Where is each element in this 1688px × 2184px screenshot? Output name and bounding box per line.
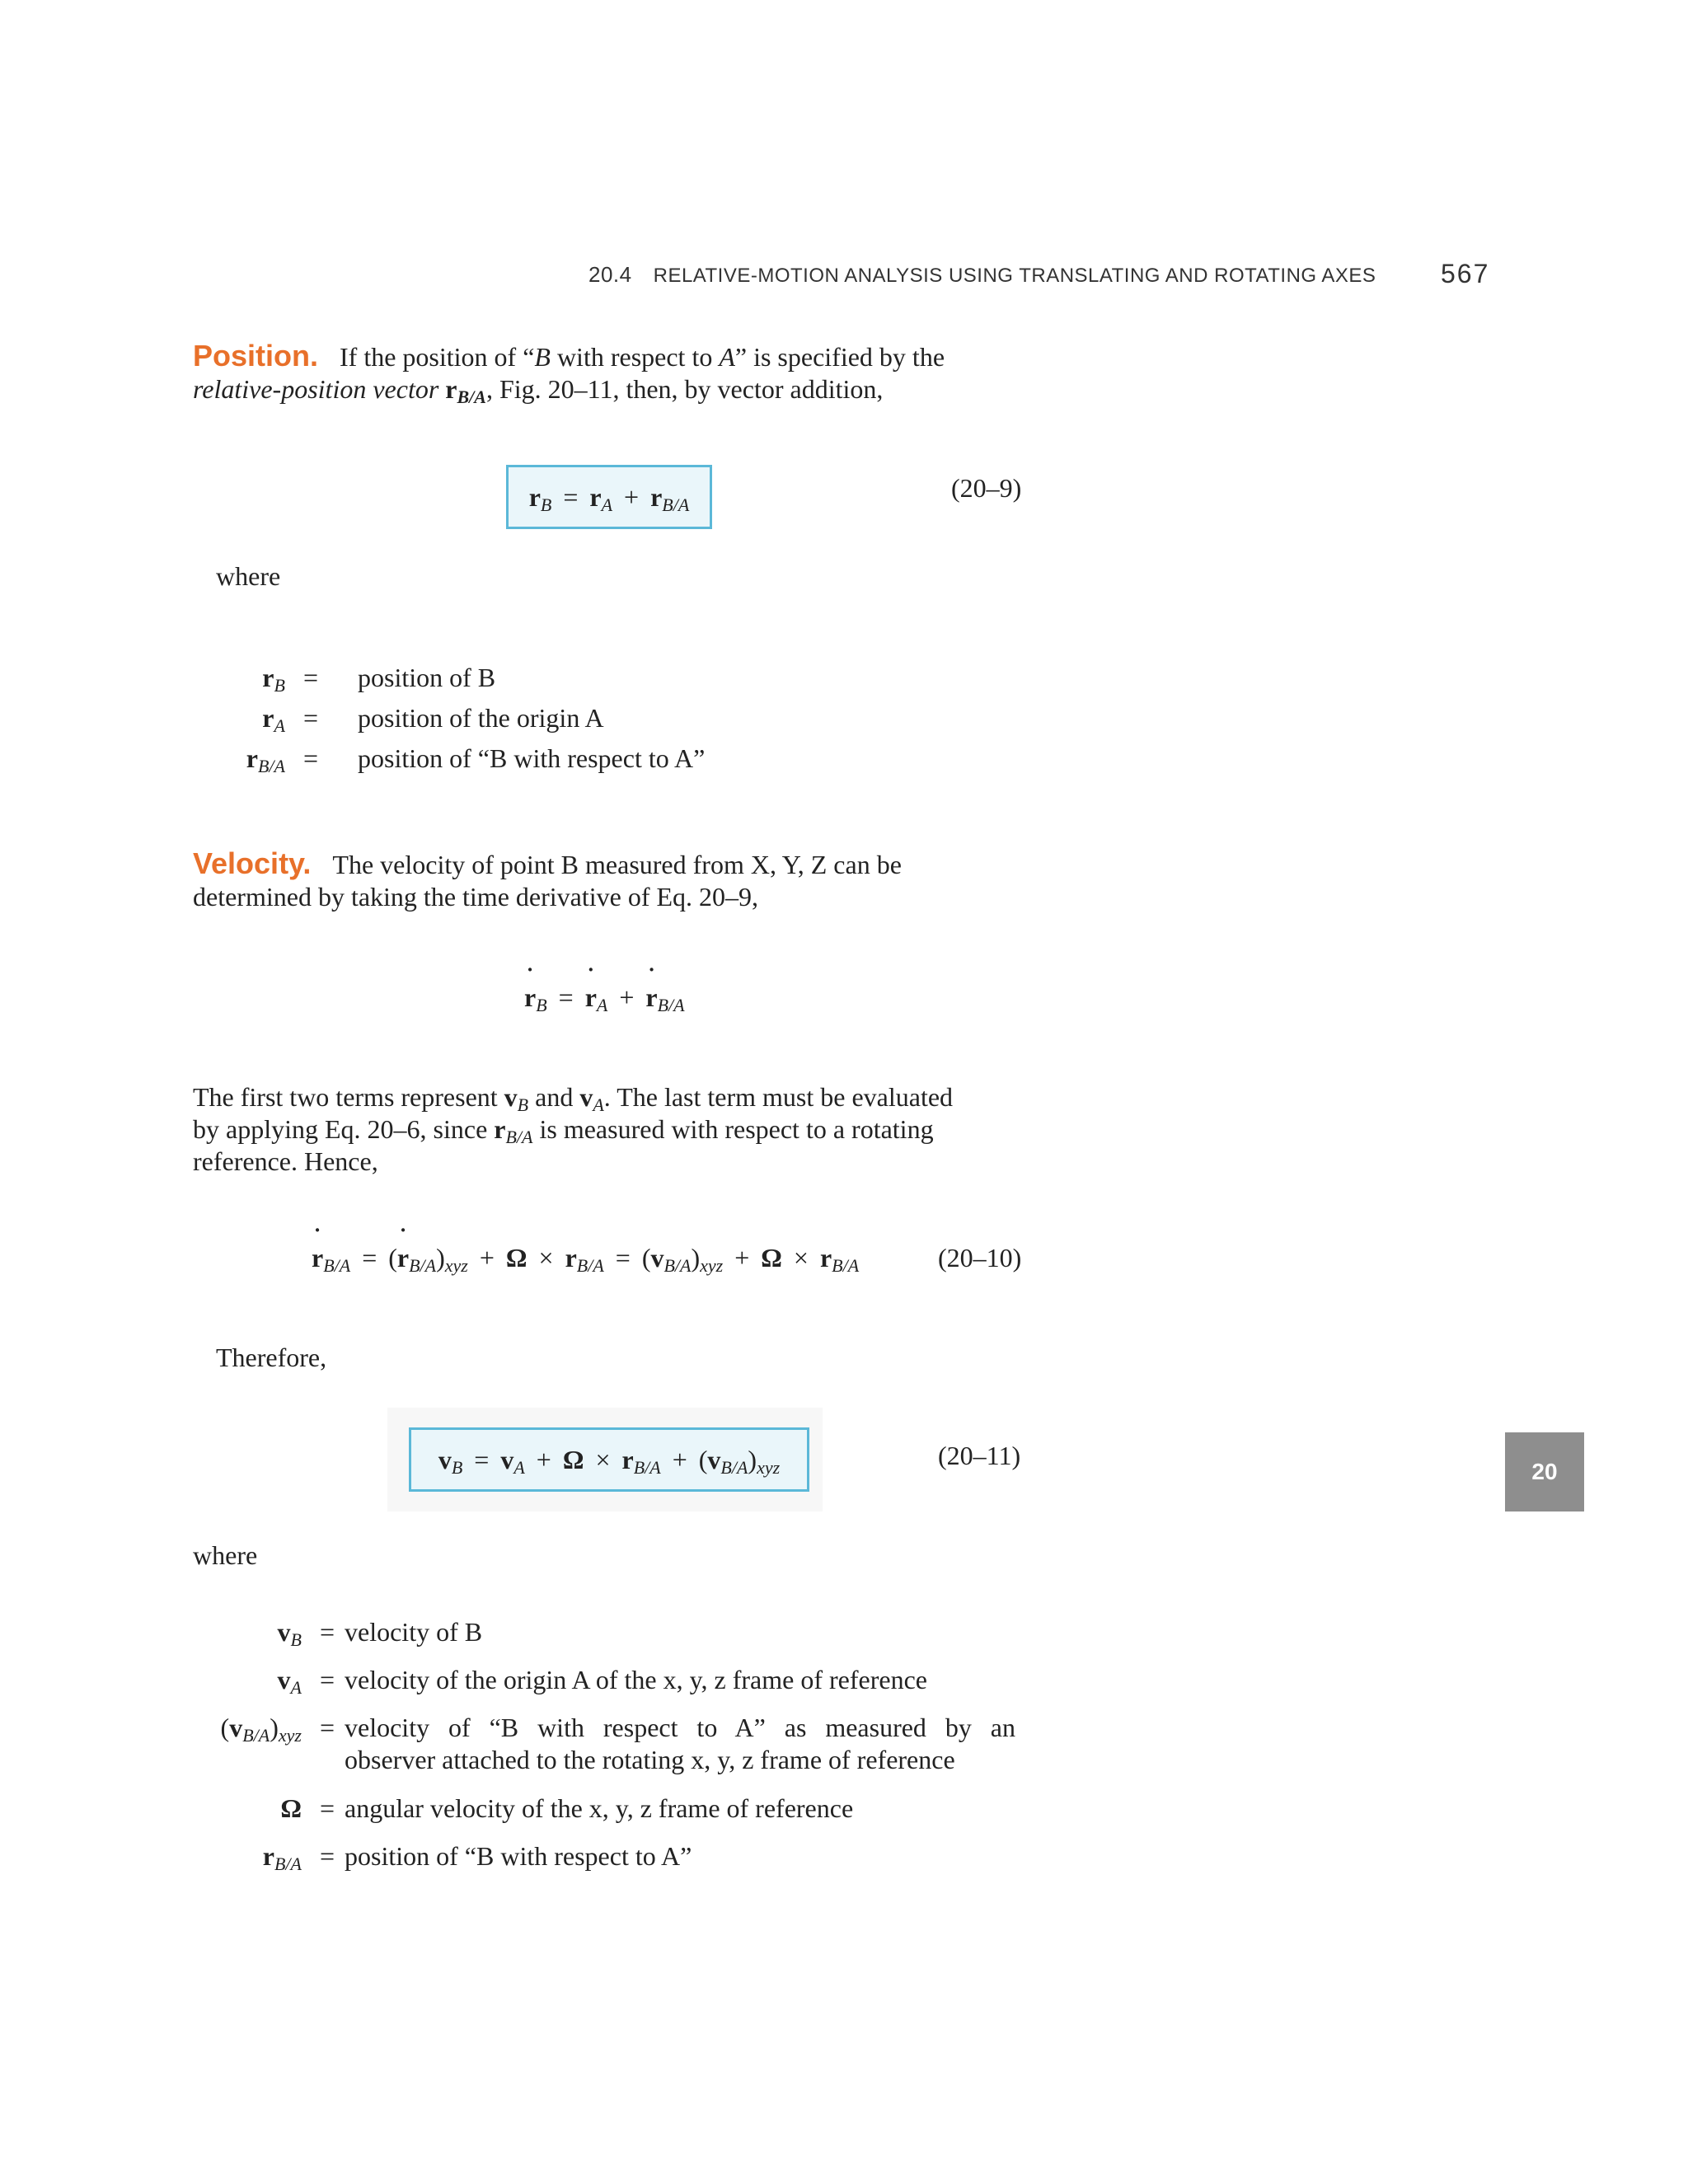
therefore-label: Therefore,	[216, 1343, 327, 1372]
def-symbol-rB: $r_B$ =	[262, 663, 318, 696]
derivative-equation: ˙ $r_B$ =˙ $r_A$ +˙ $r_{B/A}$	[524, 982, 685, 1013]
def-velocity-BA-line1: velocity of “B with respect to A” as measured by an	[345, 1713, 1015, 1742]
def-symbol-vA: $v_A$ =	[277, 1665, 335, 1698]
position-text-3: ” is specified by the	[734, 342, 945, 372]
velocity-heading: Velocity.	[193, 846, 312, 880]
def-velocity-B: velocity of B	[345, 1617, 483, 1647]
def-symbol-vBA-xyz: $(v_{B/A})_{xyz}$ =	[220, 1713, 335, 1746]
def-velocity-BA-line2: observer attached to the rotating x, y, z frame of reference	[345, 1745, 955, 1774]
position-text-4: relative-position vector	[193, 374, 439, 404]
def-angular-velocity: angular velocity of the x, y, z frame of reference	[345, 1793, 854, 1823]
def-symbol-omega: Ω =	[280, 1793, 335, 1823]
para2-text-e: is measured with respect to a rotating	[539, 1114, 934, 1144]
vector-r-BA: $r_{B/A}$	[445, 374, 486, 407]
chapter-tab	[1505, 1432, 1584, 1511]
position-text-B: B	[534, 342, 551, 372]
def-symbol-rBA: $r_{B/A}$ =	[246, 743, 318, 776]
para2-text-f: reference. Hence,	[193, 1146, 378, 1176]
position-text-5: , Fig. 20–11, then, by vector addition,	[485, 374, 884, 404]
def-symbol-rBA-2: $r_{B/A}$ =	[262, 1841, 335, 1874]
def-position-A: position of the origin A	[358, 703, 604, 733]
equation-number-20-10: (20–10)	[938, 1243, 1022, 1272]
equation-number-20-9: (20–9)	[951, 473, 1022, 503]
def-velocity-A: velocity of the origin A of the x, y, z frame of reference	[345, 1665, 927, 1694]
position-paragraph	[193, 340, 1027, 405]
velocity-paragraph	[193, 847, 1027, 913]
position-text-2: with respect to	[550, 342, 720, 372]
equation-20-11: $v_B = v_A + \Omega \times r_{B/A} + (v_{B/A})_{xyz}$	[409, 1427, 809, 1492]
para2-text-d: by applying Eq. 20–6, since	[193, 1114, 488, 1144]
def-symbol-vB: $v_B$ =	[277, 1617, 335, 1650]
position-text-1: If the position of “	[340, 342, 535, 372]
para2-text-a: The first two terms represent	[193, 1082, 498, 1112]
position-heading: Position.	[193, 339, 318, 373]
position-text-A: A	[719, 342, 735, 372]
velocity-text-2: determined by taking the time derivative of Eq. 20–9,	[193, 882, 759, 912]
section-title: RELATIVE-MOTION ANALYSIS USING TRANSLATING AND ROTATING AXES	[653, 265, 1376, 287]
def-position-BA: position of “B with respect to A”	[358, 743, 706, 773]
equation-20-9: $r_B = r_A + r_{B/A}$	[506, 465, 712, 529]
def-position-B: position of B	[358, 663, 496, 692]
running-head	[588, 262, 1376, 288]
equation-20-10: ˙ $r_{B/A}$ = (˙ $r_{B/A})_{xyz} + \Omega \times r_{B/A} = (v_{B/A})_{xyz} + \Omega \times r_{B/A}$	[312, 1243, 859, 1273]
where-label-1: where	[216, 561, 281, 591]
section-number: 20.4	[588, 262, 632, 287]
def-position-BA-2: position of “B with respect to A”	[345, 1841, 692, 1871]
chapter-tab-label: 20	[1531, 1459, 1558, 1484]
page-number: 567	[1441, 259, 1490, 288]
para2-text-b: and	[535, 1082, 574, 1112]
equation-number-20-11: (20–11)	[938, 1441, 1021, 1470]
where-label-2: where	[193, 1540, 258, 1570]
velocity-paragraph-2: The first two terms represent $v_B$ and $v_A$. The last term must be evaluated by applying Eq. 20–6, since $r_{B/A}$ is measured with respect to a rotating reference. Hence,	[193, 1081, 1027, 1178]
velocity-text-1: The velocity of point B measured from X, Y, Z can be	[332, 850, 902, 879]
para2-text-c: . The last term must be evaluated	[603, 1082, 954, 1112]
def-symbol-rA: $r_A$ =	[262, 703, 318, 736]
